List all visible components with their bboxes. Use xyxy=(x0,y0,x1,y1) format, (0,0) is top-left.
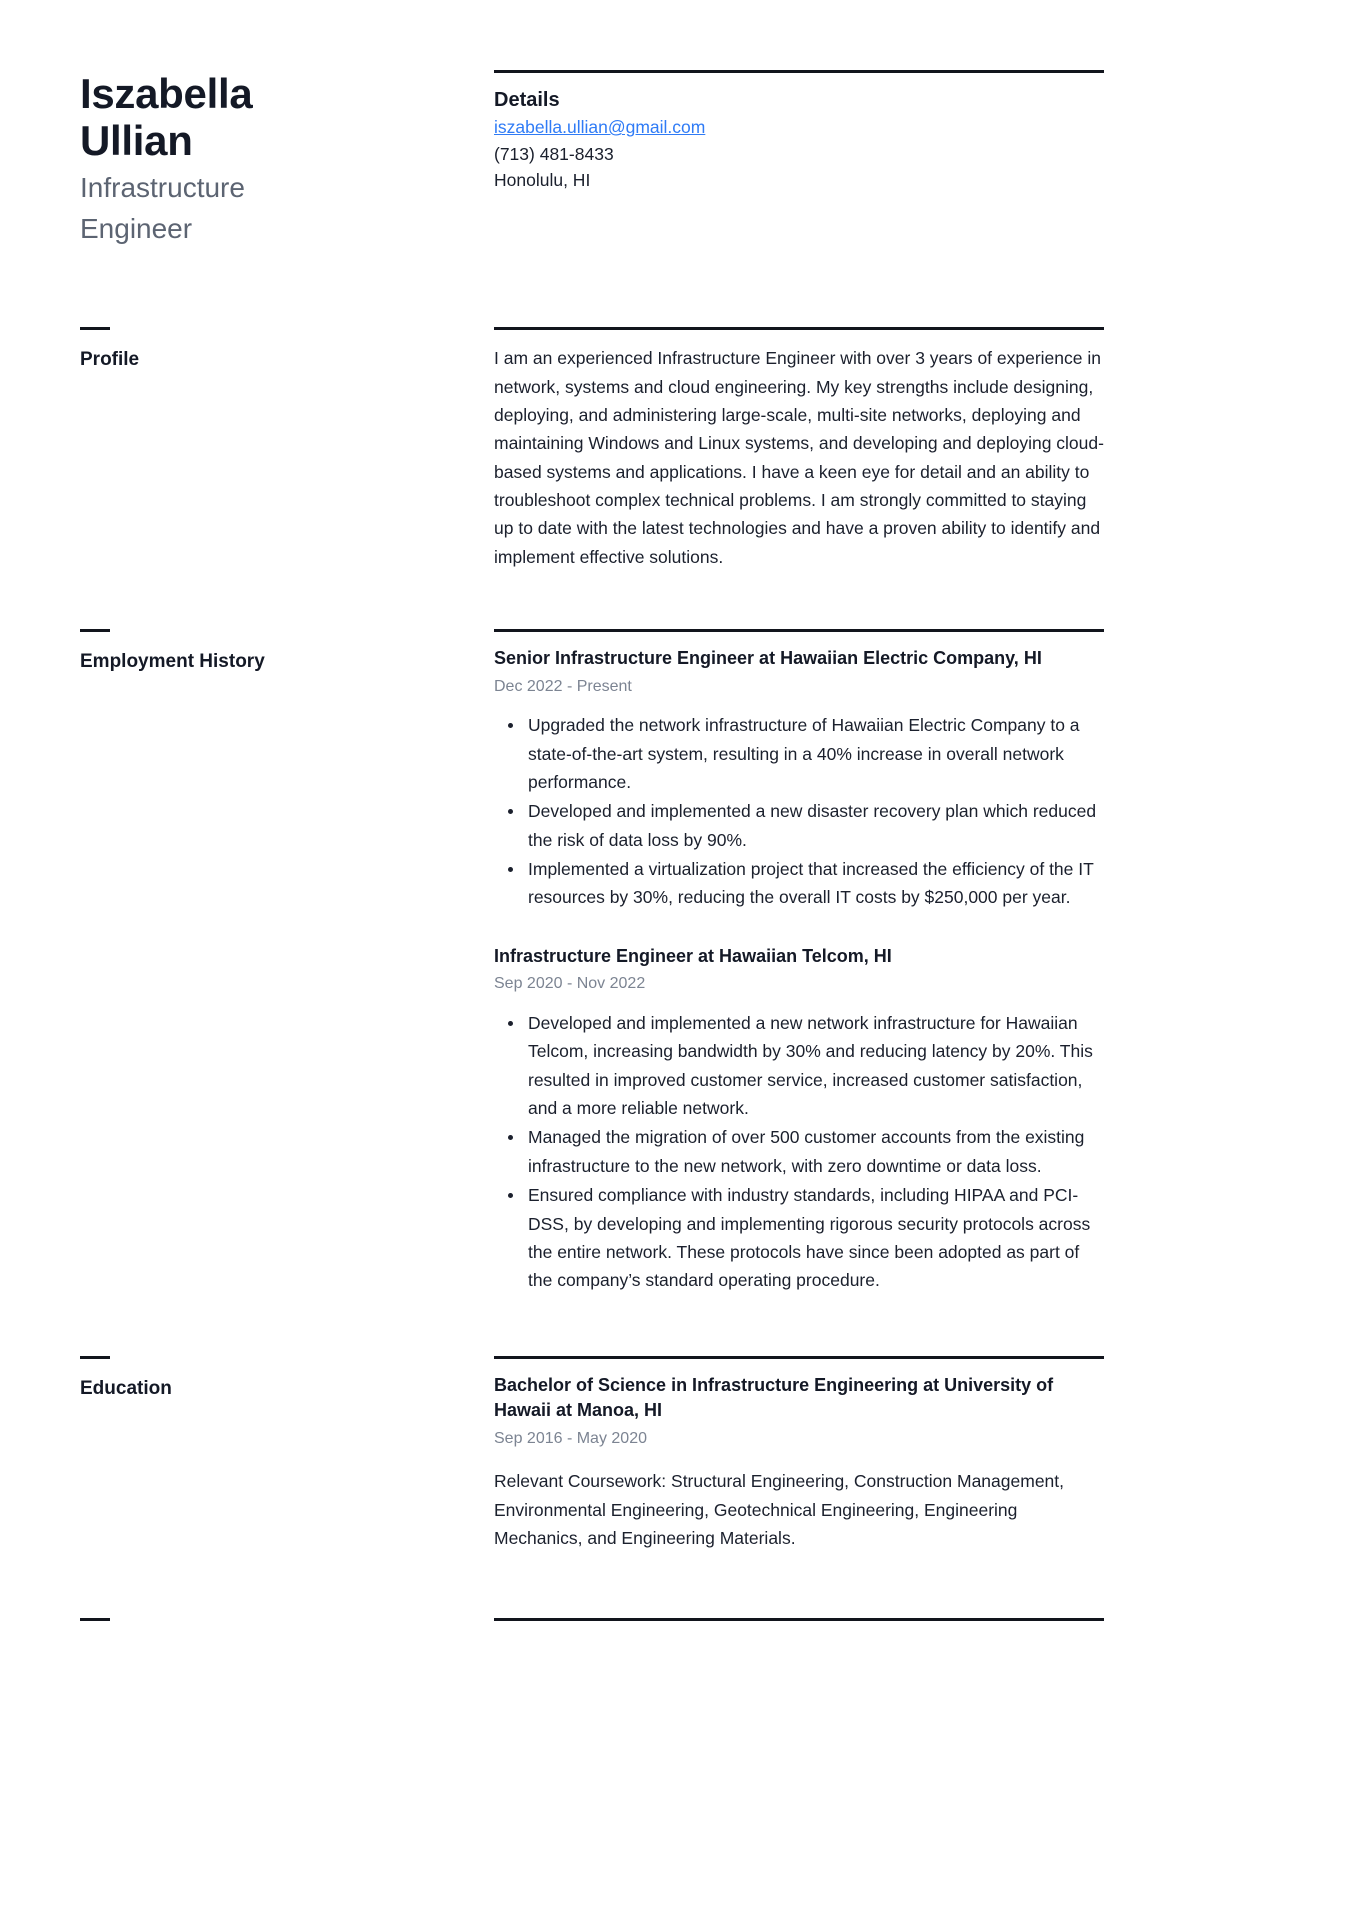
details-group xyxy=(494,70,1104,249)
next-section-label-group xyxy=(80,1618,440,1639)
profile-text: I am an experienced Infrastructure Engineer with over 3 years of experience in network, systems and cloud engineering. My key strengths include designing, deploying, and administering large-scale, multi-site networks, deploying and maintaining Windows and Linux systems, and developing and deploying cloud-based systems and applications. I have a keen eye for detail and an ability to troubleshoot complex technical problems. I am strongly committed to staying up to date with the latest technologies and have a proven ability to identify and implement effective solutions. xyxy=(494,348,1104,567)
name-line-1: Iszabella xyxy=(80,70,253,117)
page-title xyxy=(80,70,350,164)
detail-email-row xyxy=(494,114,1104,141)
job-title xyxy=(80,168,330,249)
education-divider xyxy=(494,1356,1104,1359)
employment-divider xyxy=(494,629,1104,632)
spacer xyxy=(0,571,1366,629)
profile-label-group xyxy=(80,327,440,571)
education-entry xyxy=(494,1373,1104,1553)
list-item: Managed the migration of over 500 customer accounts from the existing infrastructure to the new network, with zero downtime or data loss. xyxy=(528,1123,1104,1180)
employment-entry-bullets xyxy=(494,1009,1104,1294)
employment-content xyxy=(494,629,1104,1296)
employment-entry xyxy=(494,646,1104,912)
profile-content xyxy=(494,327,1104,571)
next-section-divider xyxy=(494,1618,1104,1621)
education-entry-date: Sep 2016 - May 2020 xyxy=(494,1429,647,1447)
employment-entry-date: Sep 2020 - Nov 2022 xyxy=(494,975,646,993)
next-section-block-partial xyxy=(0,1618,1366,1639)
detail-phone: (713) 481-8433 xyxy=(494,143,614,164)
section-dash-icon xyxy=(80,1356,110,1359)
education-content xyxy=(494,1356,1104,1553)
spacer xyxy=(0,249,1366,327)
list-item: Ensured compliance with industry standards, including HIPAA and PCI-DSS, by developing and implementing rigorous security protocols across the entire network. These protocols have since been adopted as part of the company’s standard operating procedure. xyxy=(528,1181,1104,1294)
name-line-2: Ullian xyxy=(80,117,193,165)
section-dash-icon xyxy=(80,629,110,632)
job-title-line-2: Engineer xyxy=(80,212,193,244)
spacer xyxy=(0,1552,1366,1618)
employment-block xyxy=(0,629,1366,1296)
education-label-group xyxy=(80,1356,440,1553)
list-item: Developed and implemented a new disaster recovery plan which reduced the risk of data loss by 90%. xyxy=(528,797,1104,854)
details-heading: Details xyxy=(494,89,560,111)
profile-block xyxy=(0,327,1366,571)
detail-location: Honolulu, HI xyxy=(494,170,591,191)
section-label-profile: Profile xyxy=(80,349,140,371)
education-entry-description: Relevant Coursework: Structural Engineering, Construction Management, Environmental Engineering, Geotechnical Engineering, Engineering Mechanics, and Engineering Materials. xyxy=(494,1471,1065,1549)
list-item: Developed and implemented a new network infrastructure for Hawaiian Telcom, increasing bandwidth by 30% and reducing latency by 20%. This resulted in improved customer service, increased customer satisfaction, and a more reliable network. xyxy=(528,1009,1104,1122)
spacer xyxy=(0,1296,1366,1356)
identity-group xyxy=(80,70,440,249)
employment-entry-title: Senior Infrastructure Engineer at Hawaiian Electric Company, HI xyxy=(494,648,1042,668)
job-title-line-1: Infrastructure xyxy=(80,172,245,204)
employment-entry xyxy=(494,944,1104,1295)
section-label-employment-history: Employment History xyxy=(80,651,265,672)
list-item: Upgraded the network infrastructure of Hawaiian Electric Company to a state-of-the-art system, resulting in a 40% increase in overall network performance. xyxy=(528,711,1104,796)
header-block xyxy=(0,0,1366,249)
list-item: Implemented a virtualization project that increased the efficiency of the IT resources by 30%, reducing the overall IT costs by $250,000 per year. xyxy=(528,855,1104,912)
education-block xyxy=(0,1356,1366,1553)
email-link[interactable]: iszabella.ullian@gmail.com xyxy=(494,117,706,137)
profile-divider xyxy=(494,327,1104,330)
details-divider xyxy=(494,70,1104,73)
employment-entry-bullets xyxy=(494,711,1104,911)
section-dash-icon xyxy=(80,1618,110,1621)
section-dash-icon xyxy=(80,327,110,330)
next-section-content xyxy=(494,1618,1104,1639)
education-entry-title: Bachelor of Science in Infrastructure Engineering at University of Hawaii at Manoa, HI xyxy=(494,1374,1054,1421)
section-label-education: Education xyxy=(80,1377,172,1399)
employment-entry-date: Dec 2022 - Present xyxy=(494,677,632,695)
employment-entry-title: Infrastructure Engineer at Hawaiian Telcom, HI xyxy=(494,945,892,966)
employment-label-group xyxy=(80,629,440,1296)
